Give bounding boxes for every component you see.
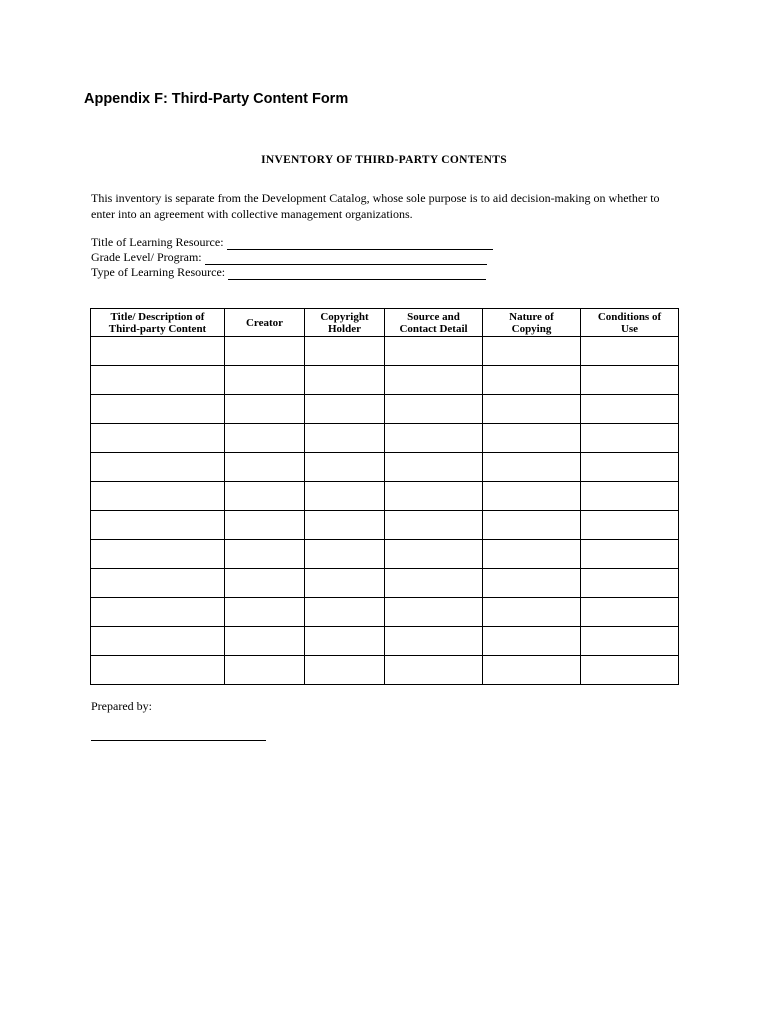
table-row (91, 627, 679, 656)
table-cell[interactable] (385, 656, 483, 685)
field-label: Type of Learning Resource: (91, 265, 226, 279)
table-cell[interactable] (91, 453, 225, 482)
header-copyright-holder: Copyright Holder (305, 309, 385, 337)
field-label: Grade Level/ Program: (91, 250, 202, 264)
table-cell[interactable] (581, 627, 679, 656)
field-learning-resource-type (91, 265, 486, 280)
table-cell[interactable] (483, 453, 581, 482)
table-cell[interactable] (385, 424, 483, 453)
table-row (91, 453, 679, 482)
table-cell[interactable] (305, 656, 385, 685)
table-cell[interactable] (305, 453, 385, 482)
inventory-table (90, 308, 679, 685)
table-cell[interactable] (91, 627, 225, 656)
table-cell[interactable] (385, 366, 483, 395)
table-row (91, 656, 679, 685)
table-cell[interactable] (483, 337, 581, 366)
intro-line: enter into an agreement with collective management organizations. (91, 206, 413, 221)
table-cell[interactable] (225, 366, 305, 395)
table-cell[interactable] (225, 656, 305, 685)
table-cell[interactable] (225, 540, 305, 569)
table-cell[interactable] (581, 569, 679, 598)
table-cell[interactable] (483, 511, 581, 540)
table-cell[interactable] (91, 482, 225, 511)
table-cell[interactable] (91, 337, 225, 366)
table-cell[interactable] (581, 598, 679, 627)
table-cell[interactable] (385, 511, 483, 540)
table-cell[interactable] (305, 569, 385, 598)
table-cell[interactable] (225, 453, 305, 482)
header-title-description: Title/ Description of Third-party Content (91, 309, 225, 337)
table-cell[interactable] (581, 511, 679, 540)
inventory-table-container (90, 308, 679, 685)
table-row (91, 337, 679, 366)
table-cell[interactable] (91, 598, 225, 627)
table-cell[interactable] (305, 627, 385, 656)
table-row (91, 424, 679, 453)
table-cell[interactable] (581, 453, 679, 482)
intro-line: This inventory is separate from the Development Catalog, whose sole purpose is to aid decision-making on whether to (91, 191, 660, 205)
header-source-contact: Source and Contact Detail (385, 309, 483, 337)
table-cell[interactable] (305, 598, 385, 627)
table-row (91, 598, 679, 627)
header-creator: Creator (225, 309, 305, 337)
table-cell[interactable] (91, 569, 225, 598)
table-cell[interactable] (385, 627, 483, 656)
table-cell[interactable] (305, 511, 385, 540)
table-cell[interactable] (581, 337, 679, 366)
table-cell[interactable] (581, 482, 679, 511)
table-cell[interactable] (305, 366, 385, 395)
table-cell[interactable] (385, 453, 483, 482)
field-label: Title of Learning Resource: (91, 235, 224, 249)
table-cell[interactable] (91, 366, 225, 395)
prepared-by-label: Prepared by: (91, 699, 152, 713)
appendix-title: Appendix F: Third-Party Content Form (84, 91, 349, 107)
table-cell[interactable] (483, 627, 581, 656)
table-cell[interactable] (305, 482, 385, 511)
field-learning-resource-title (91, 235, 493, 250)
table-row (91, 569, 679, 598)
table-cell[interactable] (305, 395, 385, 424)
table-cell[interactable] (483, 656, 581, 685)
table-cell[interactable] (385, 395, 483, 424)
table-cell[interactable] (385, 569, 483, 598)
form-heading: INVENTORY OF THIRD-PARTY CONTENTS (261, 154, 507, 166)
field-grade-level-program (91, 250, 487, 265)
table-row (91, 395, 679, 424)
intro-paragraph (91, 191, 681, 222)
table-cell[interactable] (581, 395, 679, 424)
table-cell[interactable] (225, 395, 305, 424)
table-cell[interactable] (305, 424, 385, 453)
table-cell[interactable] (225, 337, 305, 366)
table-cell[interactable] (483, 540, 581, 569)
table-row (91, 366, 679, 395)
table-cell[interactable] (385, 540, 483, 569)
field-blank-line[interactable] (228, 268, 486, 280)
table-cell[interactable] (225, 569, 305, 598)
table-cell[interactable] (483, 424, 581, 453)
table-cell[interactable] (91, 656, 225, 685)
table-cell[interactable] (305, 337, 385, 366)
table-row (91, 540, 679, 569)
table-cell[interactable] (385, 482, 483, 511)
table-cell[interactable] (225, 482, 305, 511)
table-cell[interactable] (581, 656, 679, 685)
table-cell[interactable] (483, 598, 581, 627)
table-cell[interactable] (483, 482, 581, 511)
field-blank-line[interactable] (205, 253, 487, 265)
table-cell[interactable] (225, 627, 305, 656)
table-cell[interactable] (225, 424, 305, 453)
field-blank-line[interactable] (227, 238, 493, 250)
header-nature-of-copying: Nature of Copying (483, 309, 581, 337)
table-cell[interactable] (385, 598, 483, 627)
signature-line[interactable] (91, 740, 266, 741)
table-cell[interactable] (305, 540, 385, 569)
table-cell[interactable] (91, 395, 225, 424)
header-conditions-of-use: Conditions of Use (581, 309, 679, 337)
table-cell[interactable] (581, 424, 679, 453)
table-cell[interactable] (91, 511, 225, 540)
table-cell[interactable] (581, 540, 679, 569)
table-cell[interactable] (483, 395, 581, 424)
table-cell[interactable] (91, 424, 225, 453)
table-row (91, 482, 679, 511)
table-cell[interactable] (483, 366, 581, 395)
table-cell[interactable] (385, 337, 483, 366)
table-header-row (91, 309, 679, 337)
table-cell[interactable] (483, 569, 581, 598)
table-cell[interactable] (225, 598, 305, 627)
table-cell[interactable] (581, 366, 679, 395)
table-cell[interactable] (91, 540, 225, 569)
table-row (91, 511, 679, 540)
table-cell[interactable] (225, 511, 305, 540)
